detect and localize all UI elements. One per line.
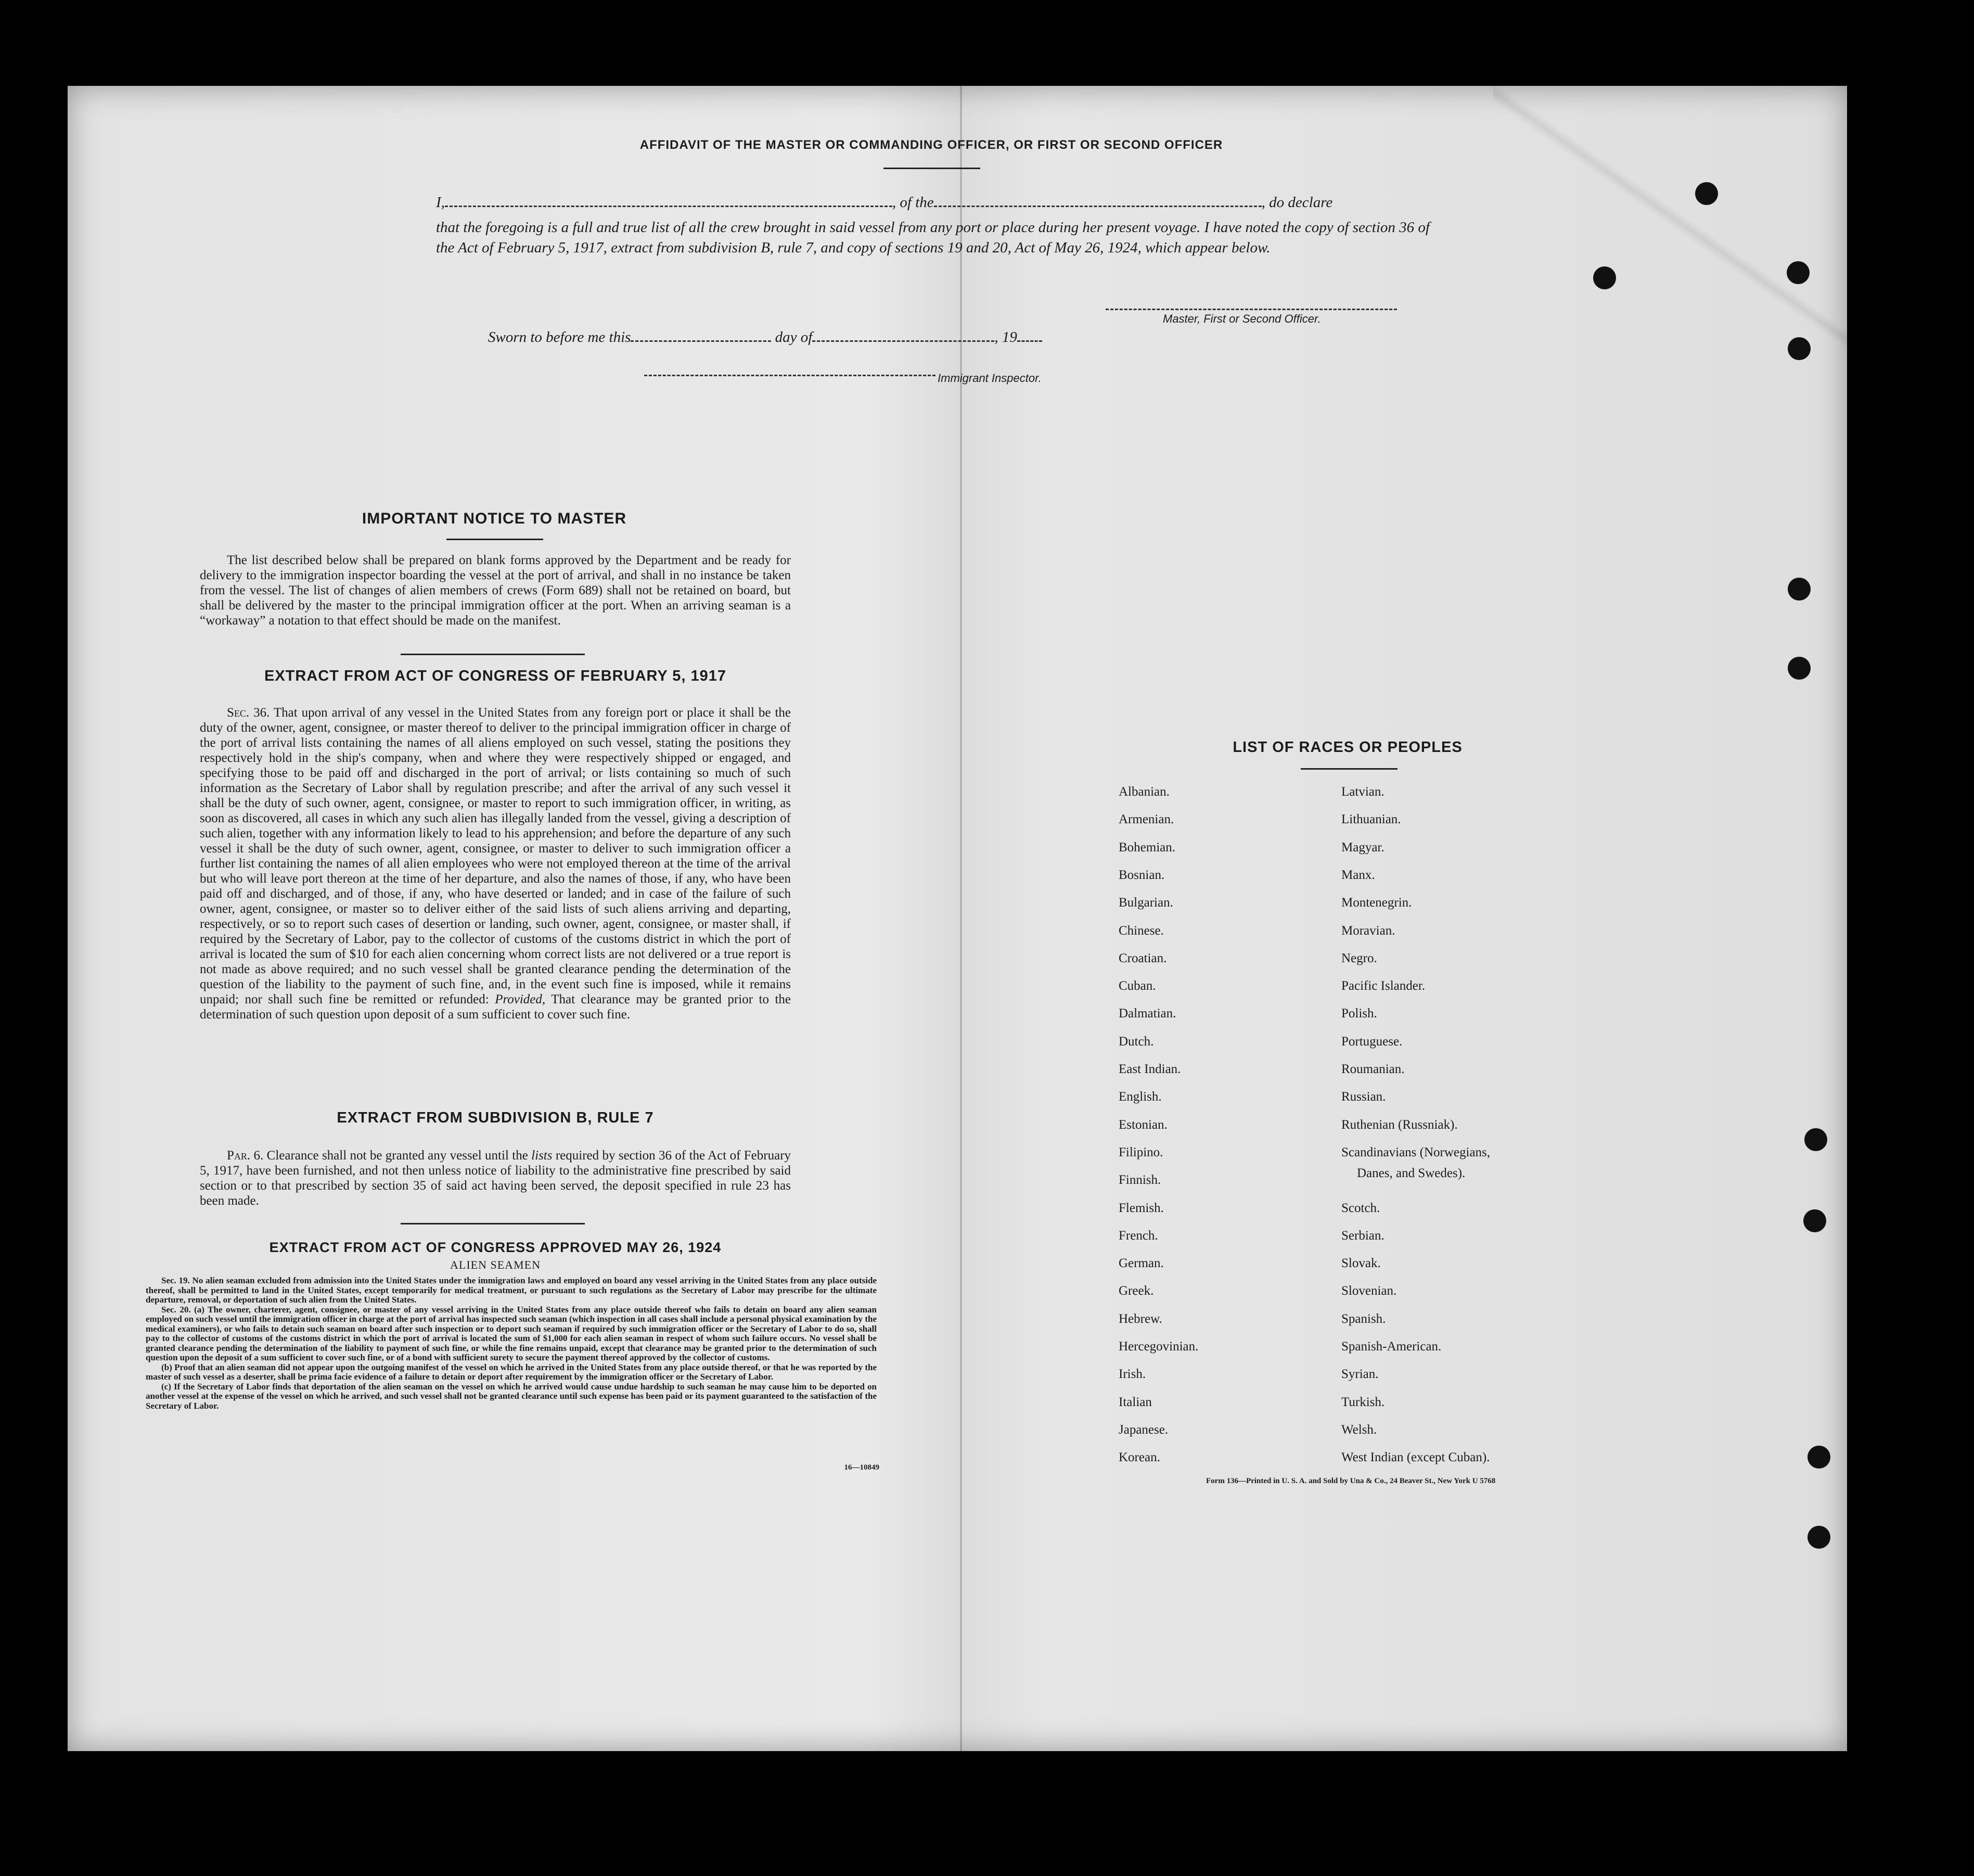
race-item: Welsh. [1341, 1422, 1377, 1437]
punch-hole [1808, 1526, 1830, 1549]
race-item: Moravian. [1341, 923, 1395, 938]
sec-20a-text: Sec. 20. (a) The owner, charterer, agent, consignee, or master of any vessel arriving in the United States from any place outside thereof who fails to detain on board any alien seaman employed on such vessel until the immigration officer in charge at the port of arrival has inspected such seaman (which inspection in all cases shall include a personal physical examination by the medical examiners), or who fails to detain such seaman on board after such inspection or to deport such seaman if required by such immigration officer or the Secretary of Labor to do so, shall pay to the collector of customs of the customs district in which the port of arrival is located the sum of $1,000 for each alien seaman in respect of whom such failure occurs. No vessel shall be granted clearance pending the determination of the liability to payment of such fine, or while the fine remains unpaid, except that clearance may be granted prior to the determination of such question upon the deposit of a sum sufficient to cover such fine, or of a bond with sufficient surety to secure the payment thereof approved by the collector of customs. [146, 1304, 877, 1362]
extract-1917-title: EXTRACT FROM ACT OF CONGRESS OF FEBRUARY 5, 1917 [264, 668, 727, 684]
race-item: Finnish. [1119, 1173, 1161, 1188]
race-item: Slovenian. [1341, 1284, 1397, 1298]
race-item: Cuban. [1119, 979, 1156, 993]
race-item: Portuguese. [1341, 1034, 1403, 1049]
race-item: French. [1119, 1228, 1158, 1243]
par-6-label: Par. 6. [227, 1148, 264, 1163]
race-item: Korean. [1119, 1450, 1160, 1465]
proviso-label: Provided, [495, 992, 546, 1006]
race-item: Armenian. [1119, 812, 1174, 827]
race-item: Croatian. [1119, 951, 1167, 965]
punch-hole [1788, 337, 1811, 360]
extract-1917-body [200, 705, 791, 1022]
sworn-b: day of [775, 329, 813, 346]
punch-hole [1804, 1128, 1827, 1151]
affidavit-title-rule [883, 168, 980, 169]
section-divider [401, 1223, 585, 1224]
affidavit-body: that the foregoing is a full and true list of all the crew brought in said vessel from any port or place during her present voyage. I have noted the copy of section 36 of the Act of February 5, 1917, extract from subdivision B, rule 7, and copy of sections 19 and 20, Act of May 26, 1924, which appear below. [436, 219, 1430, 256]
race-item: Italian [1119, 1395, 1152, 1409]
printer-footer: Form 136—Printed in U. S. A. and Sold by Una & Co., 24 Beaver St., New York U 5768 [1206, 1477, 1496, 1485]
race-item: Spanish-American. [1341, 1339, 1442, 1354]
month-blank[interactable] [812, 330, 994, 342]
par-6-text-a: Clearance shall not be granted any vessel until the [266, 1148, 528, 1163]
sworn-a: Sworn to before me this [488, 329, 631, 346]
proviso-text: That clearance may be granted prior to the determination of such question upon deposit of a sum sufficient to cover such fine. [200, 992, 791, 1022]
rule-7-body [200, 1148, 791, 1208]
race-item: Magyar. [1341, 840, 1385, 854]
inspector-line[interactable] [644, 371, 935, 376]
race-item: Roumanian. [1341, 1062, 1405, 1076]
punch-hole [1803, 1209, 1826, 1232]
race-item: Lithuanian. [1341, 812, 1401, 827]
punch-hole [1695, 182, 1718, 205]
race-item: East Indian. [1119, 1062, 1181, 1076]
race-item: Serbian. [1341, 1228, 1385, 1243]
race-item: Hebrew. [1119, 1311, 1162, 1326]
section-divider [401, 654, 585, 655]
sec-20c-text: (c) If the Secretary of Labor finds that deportation of the alien seaman on the vessel on which he arrived would cause undue hardship to such seaman he may cause him to be deported on another vessel at the expense of the vessel on which he arrived, and such vessel shall not be granted clearance until such expense has been paid or its payment guaranteed to the satisfaction of the Secretary of Labor. [146, 1381, 877, 1411]
affidavit-line1-c: , do declare [1261, 194, 1333, 211]
race-item: Estonian. [1119, 1117, 1168, 1132]
affidavit-declaration-line [436, 194, 1430, 211]
form-code: 16—10849 [844, 1463, 879, 1472]
sec-36-label: Sec. 36. [227, 706, 270, 720]
race-item: Scotch. [1341, 1201, 1380, 1215]
races-title-rule [1301, 768, 1398, 770]
race-item: Negro. [1341, 951, 1377, 965]
race-item: English. [1119, 1090, 1162, 1104]
affidavit-line1-b: , of the [892, 194, 934, 211]
sec-36-text: That upon arrival of any vessel in the United States from any foreign port or place it shall be the duty of the owner, agent, consignee, or master thereof to deliver to the principal immigration officer in charge of the port of arrival lists containing the names of all aliens employed on such vessel, stating the positions they respectively hold in the ship's company, when and where they were respectively shipped or engaged, and specifying those to be paid off and discharged in the port of arrival; or lists containing so much of such information as the Secretary of Labor shall by regulation prescribe; and after the arrival of any such vessel it shall be the duty of such owner, agent, consignee, or master to report to such immigration officer, in writing, as soon as discovered, all cases in which any such alien has illegally landed from the vessel, giving a description of such alien, together with any information likely to lead to his apprehension; and before the departure of any such vessel it shall be the duty of such owner, agent, consignee, or master to deliver to such immigration officer a further list containing the names of all alien employees who were not employed thereon at the time of the arrival but who will leave port thereon at the time of her departure, and also the names of those, if any, who have been paid off and discharged, and of those, if any, who have deserted or landed; and in case of the failure of such owner, agent, consignee, or master so to deliver either of the said lists of such aliens arriving and departing, respectively, or so to report such cases of desertion or landing, such owner, agent, consignee, or master shall, if required by the Secretary of Labor, pay to the collector of customs of the customs district in which the port of arrival is located the sum of $10 for each alien concerning whom correct lists are not delivered or a true report is not made as above required; and no such vessel shall be granted clearance pending the determination of the question of the liability to the payment of such fine, and, in the event such fine is imposed, while it remains unpaid; nor shall such fine be remitted or refunded: [200, 706, 791, 1006]
race-item: Hercegovinian. [1119, 1339, 1199, 1354]
extract-1924-title: EXTRACT FROM ACT OF CONGRESS APPROVED MAY 26, 1924 [269, 1240, 722, 1255]
race-item: Danes, and Swedes). [1357, 1166, 1466, 1180]
race-item: Latvian. [1341, 785, 1385, 799]
race-item: West Indian (except Cuban). [1341, 1450, 1490, 1465]
folded-corner [1493, 86, 1847, 346]
day-blank[interactable] [631, 330, 771, 342]
race-item: Bulgarian. [1119, 896, 1173, 910]
race-item: Albanian. [1119, 785, 1170, 799]
races-title: LIST OF RACES OR PEOPLES [1233, 739, 1463, 756]
race-item: Ruthenian (Russniak). [1341, 1117, 1458, 1132]
notice-body [200, 553, 791, 628]
race-item: Russian. [1341, 1090, 1386, 1104]
notice-text: The list described below shall be prepared on blank forms approved by the Department and be ready for delivery to the immigration inspector boarding the vessel at the port of arrival, and shall in no instance be taken from the vessel. The list of changes of alien members of crews (Form 689) shall not be retained on board, but shall be delivered by the master to the principal immigration officer at the port. When an arriving seaman is a “workaway” a notation to that effect should be made on the manifest. [200, 553, 791, 628]
signature-line[interactable] [1106, 304, 1397, 310]
punch-hole [1788, 578, 1811, 601]
race-item: Slovak. [1341, 1256, 1381, 1271]
sec-20b-text: (b) Proof that an alien seaman did not appear upon the outgoing manifest of the vessel on which he arrived in the United States from any place outside thereof, or that he was reported by the master of such vessel as a deserter, shall be prima facie evidence of a failure to detain or deport after requirement by the immigration officer or the Secretary of Labor. [146, 1362, 877, 1382]
name-blank[interactable] [445, 195, 892, 207]
race-item: Bosnian. [1119, 867, 1165, 882]
punch-hole [1788, 657, 1811, 680]
race-item: Scandinavians (Norwegians, [1341, 1145, 1491, 1159]
rule-7-title: EXTRACT FROM SUBDIVISION B, RULE 7 [337, 1109, 654, 1126]
vessel-blank[interactable] [934, 195, 1262, 207]
affidavit-title: AFFIDAVIT OF THE MASTER OR COMMANDING OFFICER, OR FIRST OR SECOND OFFICER [639, 138, 1223, 152]
notice-title: IMPORTANT NOTICE TO MASTER [362, 510, 627, 527]
punch-hole [1593, 266, 1616, 289]
signature-label: Master, First or Second Officer. [1163, 312, 1321, 325]
race-item: Montenegrin. [1341, 896, 1412, 910]
affidavit-line1-a: I, [436, 194, 445, 211]
race-item: Turkish. [1341, 1395, 1385, 1409]
race-item: Irish. [1119, 1367, 1146, 1382]
par-6-lists: lists [531, 1148, 553, 1163]
race-item: Dutch. [1119, 1034, 1154, 1049]
race-item: Manx. [1341, 867, 1375, 882]
race-item: Greek. [1119, 1284, 1154, 1298]
race-item: Filipino. [1119, 1145, 1163, 1159]
notice-title-rule [446, 539, 543, 540]
sworn-c: , 19 [994, 329, 1017, 346]
race-item: Flemish. [1119, 1201, 1164, 1215]
race-item: German. [1119, 1256, 1164, 1271]
year-blank[interactable] [1017, 330, 1042, 342]
inspector-label: Immigrant Inspector. [938, 372, 1042, 385]
race-item: Chinese. [1119, 923, 1164, 938]
sec-19-text: Sec. 19. No alien seaman excluded from admission into the United States under the immigration laws and employed on board any vessel arriving in the United States from any place outside thereof, shall be permitted to land in the United States, except temporarily for medical treatment, or pursuant to such regulations as the Secretary of Labor may prescribe for the ultimate departure, removal, or deportation of such alien from the United States. [146, 1275, 877, 1305]
extract-1924-body [146, 1276, 877, 1411]
alien-seamen-subtitle: ALIEN SEAMEN [450, 1258, 541, 1271]
race-item: Pacific Islander. [1341, 979, 1426, 993]
sworn-line [488, 329, 1138, 346]
par-6-text-b: required by section 36 of the Act of February 5, 1917, have been furnished, and not then unless notice of liability to the administrative fine prescribed by said section or to that prescribed by section 35 of said act having been served, the deposit specified in rule 23 has been made. [200, 1148, 791, 1208]
race-item: Japanese. [1119, 1422, 1169, 1437]
race-item: Polish. [1341, 1006, 1377, 1021]
race-item: Dalmatian. [1119, 1006, 1176, 1021]
punch-hole [1808, 1446, 1830, 1469]
race-item: Syrian. [1341, 1367, 1379, 1382]
race-item: Spanish. [1341, 1311, 1386, 1326]
punch-hole [1787, 261, 1810, 284]
race-item: Bohemian. [1119, 840, 1176, 854]
